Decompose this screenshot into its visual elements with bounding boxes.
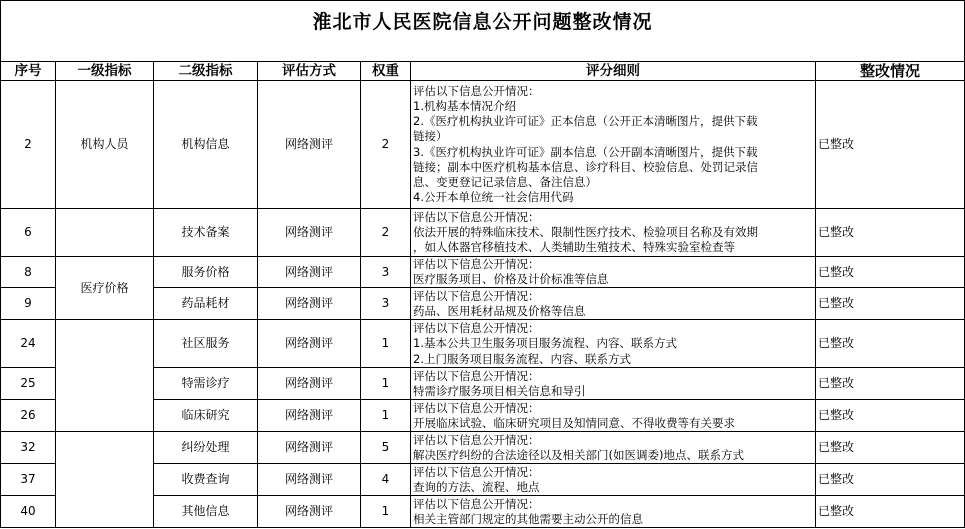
status-cell: 已整改 [816,320,965,368]
detail-line: 相关主管部门规定的其他需要主动公开的信息 [413,511,643,526]
seq-cell: 26 [1,400,56,432]
status-cell: 已整改 [816,257,965,288]
method-cell: 网络测评 [258,209,361,257]
detail-line: 解决医疗纠纷的合法途径以及相关部门(如医调委)地点、联系方式 [413,447,744,462]
detail-line: 评估以下信息公开情况： [413,400,540,415]
page-title: 淮北市人民医院信息公开问题整改情况 [312,11,653,33]
header-status: 整改情况 [816,62,965,81]
table-body [1,81,965,528]
seq-cell: 6 [1,209,56,257]
table-row [1,257,965,288]
header-seq: 序号 [1,62,56,81]
table-row [1,320,965,368]
detail-line: 药品、医用耗材品规及价格等信息 [413,303,586,318]
level1-cell-group2: 医疗价格 [56,257,154,320]
detail-line: 链接；副本中医疗机构基本信息、诊疗科目、校验信息、处罚记录信 [413,159,758,174]
detail-line: 评估以下信息公开情况： [413,209,540,224]
method-cell: 网络测评 [258,288,361,320]
header-method: 评估方式 [258,62,361,81]
level2-cell: 服务价格 [154,257,258,288]
method-cell: 网络测评 [258,81,361,209]
status-cell: 已整改 [816,432,965,464]
method-cell: 网络测评 [258,432,361,464]
detail-cell [411,209,816,257]
rectification-table [0,61,965,528]
status-cell: 已整改 [816,496,965,528]
weight-cell: 1 [361,320,411,368]
level2-cell: 药品耗材 [154,288,258,320]
level2-cell: 其他信息 [154,496,258,528]
detail-line: 评估以下信息公开情况： [413,288,540,303]
detail-cell [411,257,816,288]
weight-cell: 3 [361,288,411,320]
detail-line: 4.公开本单位统一社会信用代码 [413,190,574,205]
level1-cell-empty [56,320,154,432]
weight-cell: 1 [361,400,411,432]
weight-cell: 3 [361,257,411,288]
detail-line: 2.《医疗机构执业许可证》正本信息（公开正本清晰图片，提供下载 [413,114,758,129]
detail-cell [411,320,816,368]
status-cell: 已整改 [816,288,965,320]
seq-cell: 25 [1,368,56,400]
level1-cell-empty [56,432,154,528]
detail-line: 息、变更登记记录信息、备注信息） [413,174,597,189]
level2-cell: 收费查询 [154,464,258,496]
weight-cell: 2 [361,81,411,209]
detail-line: 查询的方法、流程、地点 [413,479,540,494]
detail-line: 评估以下信息公开情况： [413,368,540,383]
header-row [1,62,965,81]
weight-cell: 1 [361,368,411,400]
method-cell: 网络测评 [258,496,361,528]
detail-line: 依法开展的特殊临床技术、限制性医疗技术、检验项目名称及有效期 [413,224,758,239]
seq-cell: 9 [1,288,56,320]
title-area [0,0,965,62]
seq-cell: 40 [1,496,56,528]
table-row [1,432,965,464]
level2-cell: 纠纷处理 [154,432,258,464]
seq-cell: 32 [1,432,56,464]
status-cell: 已整改 [816,400,965,432]
seq-cell: 8 [1,257,56,288]
detail-line: 评估以下信息公开情况： [413,257,540,271]
seq-cell: 37 [1,464,56,496]
detail-line: 1.机构基本情况介绍 [413,98,516,113]
status-cell: 已整改 [816,81,965,209]
seq-cell: 24 [1,320,56,368]
header-level2: 二级指标 [154,62,258,81]
status-cell: 已整改 [816,464,965,496]
detail-line: 评估以下信息公开情况： [413,83,540,98]
level2-cell: 社区服务 [154,320,258,368]
detail-line: 评估以下信息公开情况： [413,496,540,511]
method-cell: 网络测评 [258,400,361,432]
level1-cell-group1: 机构人员 [56,81,154,209]
status-cell: 已整改 [816,368,965,400]
level2-cell: 临床研究 [154,400,258,432]
level2-cell: 特需诊疗 [154,368,258,400]
level1-cell-empty [56,209,154,257]
detail-line: 3.《医疗机构执业许可证》副本信息（公开副本清晰图片，提供下载 [413,144,758,159]
seq-cell: 2 [1,81,56,209]
weight-cell: 1 [361,496,411,528]
detail-line: 评估以下信息公开情况： [413,464,540,479]
detail-line: 医疗服务项目、价格及计价标准等信息 [413,272,609,287]
table-row [1,81,965,209]
weight-cell: 4 [361,464,411,496]
detail-line: 链接） [413,129,448,144]
weight-cell: 2 [361,209,411,257]
table-row [1,209,965,257]
status-cell: 已整改 [816,209,965,257]
detail-line: 2.上门服务项目服务流程、内容、联系方式 [413,351,631,366]
detail-line: 评估以下信息公开情况： [413,432,540,447]
detail-line: 特需诊疗服务项目相关信息和导引 [413,383,586,398]
detail-line: ，如人体器官移植技术、人类辅助生殖技术、特殊实验室检查等 [413,240,735,255]
method-cell: 网络测评 [258,368,361,400]
header-weight: 权重 [361,62,411,81]
detail-cell [411,464,816,496]
method-cell: 网络测评 [258,464,361,496]
header-detail: 评分细则 [411,62,816,81]
method-cell: 网络测评 [258,320,361,368]
detail-cell [411,432,816,464]
detail-cell [411,400,816,432]
detail-line: 评估以下信息公开情况： [413,321,540,336]
detail-cell [411,496,816,528]
detail-cell [411,81,816,209]
weight-cell: 5 [361,432,411,464]
level2-cell: 技术备案 [154,209,258,257]
detail-line: 1.基本公共卫生服务项目服务流程、内容、联系方式 [413,336,677,351]
level2-cell: 机构信息 [154,81,258,209]
detail-line: 开展临床试验、临床研究项目及知情同意、不得收费等有关要求 [413,415,735,430]
header-level1: 一级指标 [56,62,154,81]
method-cell: 网络测评 [258,257,361,288]
detail-cell [411,288,816,320]
detail-cell [411,368,816,400]
